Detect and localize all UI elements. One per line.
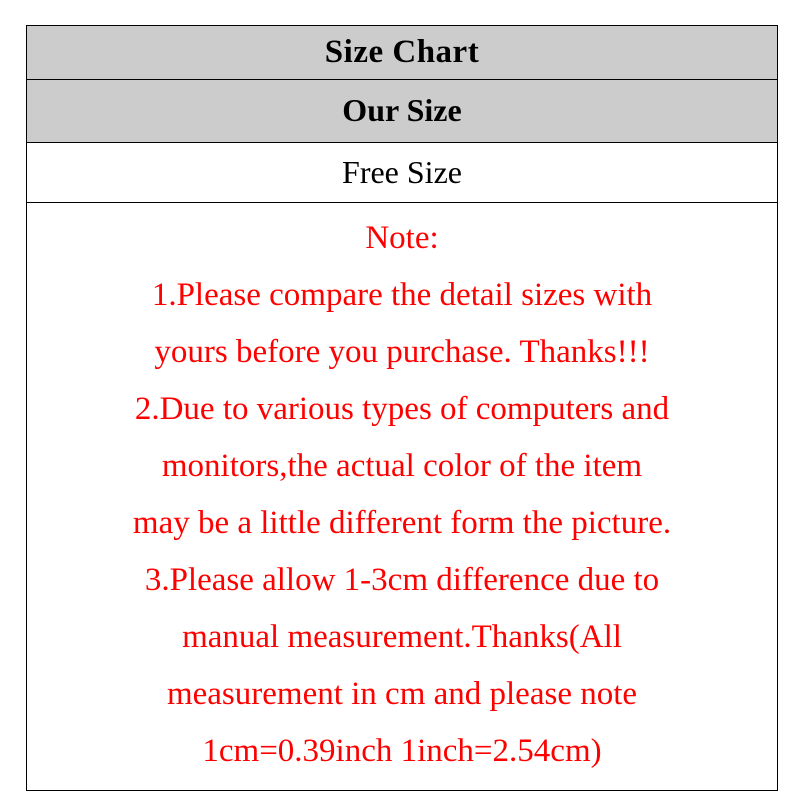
note-line: 1.Please compare the detail sizes with bbox=[151, 277, 653, 313]
note-line: 2.Due to various types of computers and bbox=[134, 391, 670, 427]
size-chart-table bbox=[26, 25, 778, 791]
size-chart-title: Size Chart bbox=[27, 26, 777, 80]
note-line: yours before you purchase. Thanks!!! bbox=[154, 334, 650, 370]
note-line: monitors,the actual color of the item bbox=[161, 448, 643, 484]
note-heading: Note: bbox=[365, 220, 439, 256]
note-line: may be a little different form the picture. bbox=[132, 505, 672, 541]
note-line: 1cm=0.39inch 1inch=2.54cm) bbox=[202, 733, 602, 769]
note-line: manual measurement.Thanks(All bbox=[182, 619, 622, 655]
size-chart-column-header: Our Size bbox=[27, 80, 777, 143]
size-chart-note bbox=[27, 203, 777, 790]
note-line: 3.Please allow 1-3cm difference due to bbox=[144, 562, 660, 598]
note-line: measurement in cm and please note bbox=[166, 676, 638, 712]
size-chart-size-value: Free Size bbox=[27, 143, 777, 203]
